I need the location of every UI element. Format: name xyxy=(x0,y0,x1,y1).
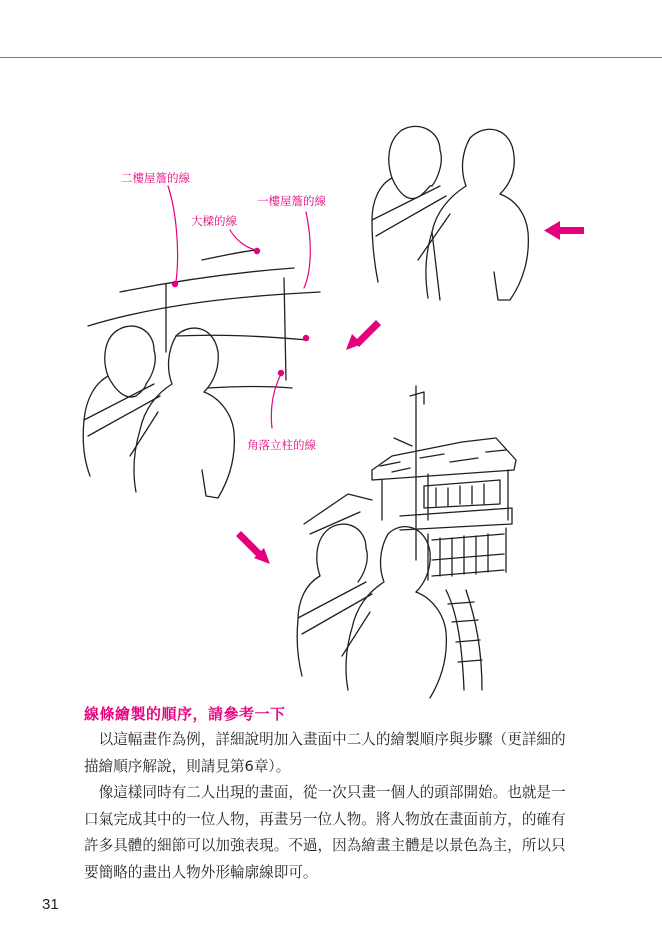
label-main-beam: 大樑的線 xyxy=(191,214,237,228)
arrow-down-right-icon xyxy=(236,531,270,564)
sketch-step-3 xyxy=(297,386,516,698)
section-heading: 線條繪製的順序，請參考一下 xyxy=(84,705,286,723)
page-number: 31 xyxy=(42,896,59,913)
callout-dots xyxy=(172,248,309,376)
body-text xyxy=(84,727,580,886)
label-first-floor-eave: 一樓屋簷的線 xyxy=(257,194,326,208)
paragraph-1: 以這幅畫作為例，詳細說明加入畫面中二人的繪製順序與步驟（更詳細的描繪順序解說，則請見第6章）。 xyxy=(84,731,566,775)
label-second-floor-eave: 二樓屋簷的線 xyxy=(121,171,190,185)
label-corner-pillar: 角落立柱的線 xyxy=(247,438,316,452)
sketch-step-1 xyxy=(372,126,528,300)
arrow-left-icon xyxy=(544,221,584,240)
paragraph-2: 像這樣同時有二人出現的畫面，從一次只畫一個人的頭部開始。也就是一口氣完成其中的一位人物，再畫另一位人物。將人物放在畫面前方，的確有許多具體的細節可以加強表現。不過，因為繪畫主體是以景色為主，所以只要簡略的畫出人物外形輪廓線即可。 xyxy=(84,784,566,881)
sketch-step-2 xyxy=(83,250,320,498)
callout-lines xyxy=(168,186,310,428)
arrow-down-left-icon xyxy=(346,320,381,350)
